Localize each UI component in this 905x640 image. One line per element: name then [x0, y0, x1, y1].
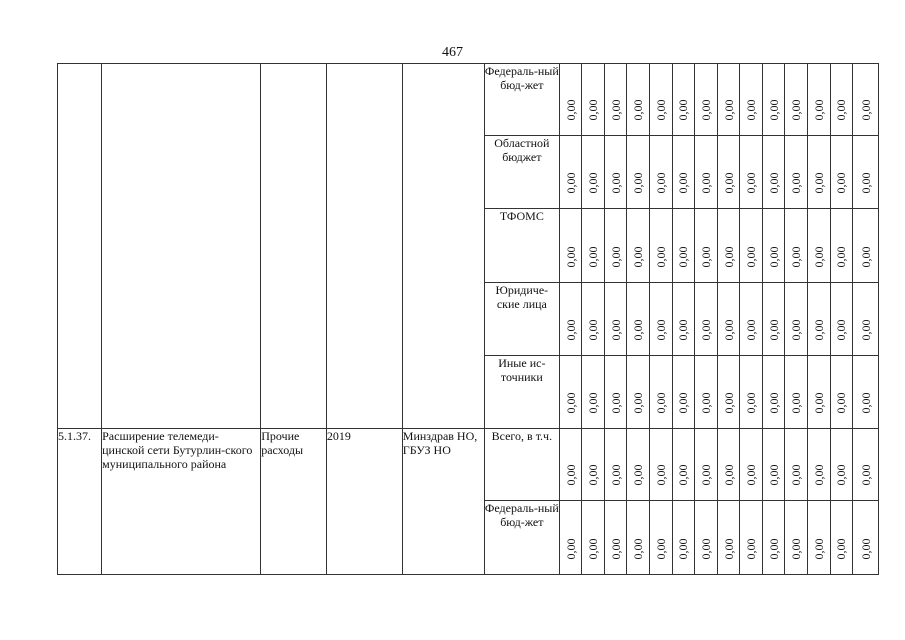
- value-text: 0,00: [811, 464, 826, 486]
- value-cell: [785, 429, 808, 501]
- value-text: 0,00: [653, 392, 668, 414]
- value-cell: [785, 501, 808, 575]
- value-cell: [807, 429, 830, 501]
- value-text: 0,00: [721, 464, 736, 486]
- value-text: 0,00: [766, 392, 781, 414]
- page-number: 467: [442, 45, 463, 60]
- value-cell: [582, 501, 605, 575]
- value-cell: [604, 356, 627, 429]
- funding-source-label: Всего, в т.ч.: [484, 429, 559, 501]
- value-cell: [695, 501, 718, 575]
- value-text: 0,00: [766, 464, 781, 486]
- value-text: 0,00: [834, 99, 849, 121]
- value-text: 0,00: [744, 538, 759, 560]
- value-text: 0,00: [631, 392, 646, 414]
- row-number-cell: [58, 64, 102, 429]
- value-cell: [807, 136, 830, 209]
- value-cell: [830, 283, 853, 356]
- value-text: 0,00: [721, 538, 736, 560]
- value-cell: [582, 209, 605, 283]
- value-cell: [830, 356, 853, 429]
- value-cell: [650, 429, 673, 501]
- value-text: 0,00: [721, 246, 736, 268]
- value-text: 0,00: [653, 319, 668, 341]
- value-text: 0,00: [698, 319, 713, 341]
- value-text: 0,00: [631, 538, 646, 560]
- value-text: 0,00: [834, 246, 849, 268]
- value-text: 0,00: [608, 464, 623, 486]
- value-text: 0,00: [608, 172, 623, 194]
- value-text: 0,00: [858, 246, 873, 268]
- funding-source-label: Юридиче-ские лица: [484, 283, 559, 356]
- value-cell: [650, 356, 673, 429]
- value-cell: [740, 136, 763, 209]
- value-cell: [740, 283, 763, 356]
- value-cell: [717, 136, 740, 209]
- value-cell: [740, 356, 763, 429]
- value-cell: [762, 136, 785, 209]
- item-number: 5.1.37.: [58, 429, 102, 575]
- value-cell: [740, 501, 763, 575]
- value-cell: [582, 429, 605, 501]
- value-cell: [717, 283, 740, 356]
- value-cell: [762, 356, 785, 429]
- item-executor: Минздрав НО, ГБУЗ НО: [402, 429, 484, 575]
- value-cell: [650, 283, 673, 356]
- year-cell: [326, 64, 402, 429]
- value-text: 0,00: [586, 99, 601, 121]
- value-text: 0,00: [766, 538, 781, 560]
- value-cell: [582, 64, 605, 136]
- value-cell: [807, 209, 830, 283]
- value-text: 0,00: [789, 392, 804, 414]
- value-text: 0,00: [631, 172, 646, 194]
- value-cell: [853, 209, 879, 283]
- value-cell: [830, 429, 853, 501]
- value-cell: [717, 429, 740, 501]
- value-text: 0,00: [858, 392, 873, 414]
- funding-source-label: Федераль-ный бюд-жет: [484, 501, 559, 575]
- value-cell: [627, 429, 650, 501]
- value-cell: [695, 283, 718, 356]
- value-text: 0,00: [698, 99, 713, 121]
- value-text: 0,00: [789, 319, 804, 341]
- value-text: 0,00: [811, 172, 826, 194]
- value-text: 0,00: [676, 246, 691, 268]
- value-cell: [650, 64, 673, 136]
- value-text: 0,00: [811, 319, 826, 341]
- value-cell: [740, 429, 763, 501]
- value-cell: [695, 429, 718, 501]
- value-text: 0,00: [586, 538, 601, 560]
- value-text: 0,00: [721, 99, 736, 121]
- value-cell: [740, 64, 763, 136]
- value-cell: [853, 283, 879, 356]
- value-text: 0,00: [811, 99, 826, 121]
- value-text: 0,00: [744, 392, 759, 414]
- value-text: 0,00: [676, 392, 691, 414]
- value-text: 0,00: [721, 392, 736, 414]
- value-text: 0,00: [563, 538, 578, 560]
- funding-source-label: Иные ис-точники: [484, 356, 559, 429]
- value-cell: [650, 501, 673, 575]
- table-body: [58, 64, 879, 575]
- value-cell: [785, 209, 808, 283]
- value-cell: [559, 136, 582, 209]
- value-cell: [740, 209, 763, 283]
- value-text: 0,00: [721, 172, 736, 194]
- funding-source-label: ТФОМС: [484, 209, 559, 283]
- value-cell: [807, 283, 830, 356]
- value-cell: [853, 356, 879, 429]
- value-text: 0,00: [834, 392, 849, 414]
- value-text: 0,00: [563, 392, 578, 414]
- value-cell: [853, 429, 879, 501]
- item-year: 2019: [326, 429, 402, 575]
- value-text: 0,00: [744, 464, 759, 486]
- value-text: 0,00: [834, 538, 849, 560]
- value-cell: [627, 501, 650, 575]
- value-cell: [650, 136, 673, 209]
- value-text: 0,00: [631, 319, 646, 341]
- value-cell: [627, 283, 650, 356]
- value-cell: [717, 64, 740, 136]
- funding-source-label: Областной бюджет: [484, 136, 559, 209]
- value-text: 0,00: [563, 172, 578, 194]
- value-cell: [785, 136, 808, 209]
- value-cell: [604, 429, 627, 501]
- value-text: 0,00: [653, 172, 668, 194]
- executor-cell: [402, 64, 484, 429]
- value-cell: [559, 356, 582, 429]
- value-cell: [853, 501, 879, 575]
- value-text: 0,00: [766, 319, 781, 341]
- value-text: 0,00: [676, 172, 691, 194]
- value-text: 0,00: [608, 246, 623, 268]
- value-cell: [559, 209, 582, 283]
- value-cell: [582, 136, 605, 209]
- value-text: 0,00: [653, 538, 668, 560]
- value-cell: [559, 429, 582, 501]
- budget-table: [57, 63, 879, 575]
- value-cell: [604, 64, 627, 136]
- value-text: 0,00: [766, 246, 781, 268]
- value-cell: [830, 209, 853, 283]
- value-text: 0,00: [789, 464, 804, 486]
- value-text: 0,00: [631, 464, 646, 486]
- value-cell: [672, 283, 695, 356]
- value-text: 0,00: [698, 246, 713, 268]
- value-text: 0,00: [858, 319, 873, 341]
- value-cell: [853, 136, 879, 209]
- value-text: 0,00: [608, 319, 623, 341]
- value-text: 0,00: [653, 246, 668, 268]
- value-cell: [627, 136, 650, 209]
- value-cell: [785, 356, 808, 429]
- value-cell: [559, 283, 582, 356]
- value-text: 0,00: [586, 464, 601, 486]
- value-text: 0,00: [653, 464, 668, 486]
- value-text: 0,00: [586, 246, 601, 268]
- value-text: 0,00: [698, 538, 713, 560]
- value-text: 0,00: [811, 538, 826, 560]
- value-text: 0,00: [676, 464, 691, 486]
- value-cell: [672, 136, 695, 209]
- value-cell: [672, 501, 695, 575]
- value-cell: [717, 501, 740, 575]
- value-cell: [830, 64, 853, 136]
- value-cell: [582, 283, 605, 356]
- value-cell: [672, 429, 695, 501]
- funding-source-label: Федераль-ный бюд-жет: [484, 64, 559, 136]
- value-text: 0,00: [563, 246, 578, 268]
- value-text: 0,00: [631, 99, 646, 121]
- value-text: 0,00: [811, 246, 826, 268]
- value-cell: [830, 501, 853, 575]
- value-cell: [717, 209, 740, 283]
- expense-type-cell: [261, 64, 327, 429]
- value-text: 0,00: [676, 99, 691, 121]
- item-expense-type: Прочие расходы: [261, 429, 327, 575]
- value-text: 0,00: [608, 538, 623, 560]
- value-text: 0,00: [789, 538, 804, 560]
- value-cell: [559, 501, 582, 575]
- value-cell: [627, 356, 650, 429]
- value-cell: [672, 209, 695, 283]
- value-cell: [604, 501, 627, 575]
- value-text: 0,00: [608, 99, 623, 121]
- value-text: 0,00: [676, 538, 691, 560]
- value-text: 0,00: [698, 464, 713, 486]
- value-cell: [582, 356, 605, 429]
- value-text: 0,00: [631, 246, 646, 268]
- value-text: 0,00: [858, 99, 873, 121]
- table-row: [58, 64, 879, 136]
- value-text: 0,00: [653, 99, 668, 121]
- value-cell: [627, 209, 650, 283]
- value-cell: [627, 64, 650, 136]
- value-cell: [695, 209, 718, 283]
- value-cell: [853, 64, 879, 136]
- value-cell: [785, 64, 808, 136]
- value-cell: [762, 501, 785, 575]
- value-text: 0,00: [608, 392, 623, 414]
- value-cell: [604, 136, 627, 209]
- value-cell: [695, 356, 718, 429]
- value-cell: [559, 64, 582, 136]
- value-cell: [604, 209, 627, 283]
- value-cell: [695, 136, 718, 209]
- value-text: 0,00: [834, 319, 849, 341]
- value-text: 0,00: [744, 172, 759, 194]
- value-cell: [717, 356, 740, 429]
- value-text: 0,00: [563, 319, 578, 341]
- value-cell: [807, 501, 830, 575]
- value-cell: [762, 429, 785, 501]
- value-cell: [604, 283, 627, 356]
- value-text: 0,00: [744, 246, 759, 268]
- value-text: 0,00: [858, 172, 873, 194]
- value-text: 0,00: [698, 172, 713, 194]
- value-text: 0,00: [586, 392, 601, 414]
- value-text: 0,00: [789, 246, 804, 268]
- value-text: 0,00: [789, 172, 804, 194]
- item-name: Расширение телемеди-цинской сети Бутурлин-ского муниципального района: [102, 429, 261, 575]
- value-cell: [785, 283, 808, 356]
- value-text: 0,00: [563, 464, 578, 486]
- value-text: 0,00: [766, 172, 781, 194]
- value-text: 0,00: [834, 464, 849, 486]
- value-text: 0,00: [676, 319, 691, 341]
- value-text: 0,00: [766, 99, 781, 121]
- value-cell: [830, 136, 853, 209]
- value-cell: [672, 64, 695, 136]
- value-text: 0,00: [586, 172, 601, 194]
- value-text: 0,00: [563, 99, 578, 121]
- table-row: [58, 429, 879, 501]
- value-cell: [807, 64, 830, 136]
- value-cell: [762, 209, 785, 283]
- value-text: 0,00: [858, 464, 873, 486]
- value-cell: [762, 64, 785, 136]
- name-cell: [102, 64, 261, 429]
- value-text: 0,00: [698, 392, 713, 414]
- value-text: 0,00: [744, 99, 759, 121]
- value-text: 0,00: [834, 172, 849, 194]
- value-cell: [695, 64, 718, 136]
- value-cell: [807, 356, 830, 429]
- value-cell: [650, 209, 673, 283]
- value-text: 0,00: [789, 99, 804, 121]
- value-cell: [762, 283, 785, 356]
- value-text: 0,00: [744, 319, 759, 341]
- value-cell: [672, 356, 695, 429]
- value-text: 0,00: [811, 392, 826, 414]
- value-text: 0,00: [858, 538, 873, 560]
- value-text: 0,00: [586, 319, 601, 341]
- value-text: 0,00: [721, 319, 736, 341]
